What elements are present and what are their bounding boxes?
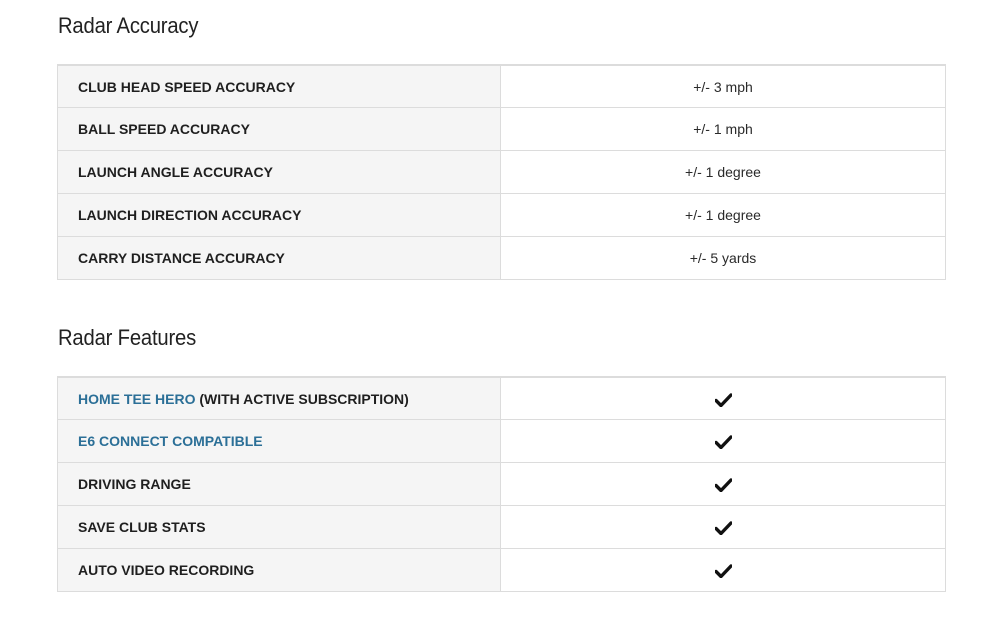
radar-features-title: Radar Features — [58, 325, 197, 350]
checkmark-icon — [715, 435, 732, 449]
table-row — [58, 237, 946, 280]
feature-label: AUTO VIDEO RECORDING — [58, 549, 501, 592]
spec-label: BALL SPEED ACCURACY — [58, 108, 501, 151]
feature-label — [58, 377, 501, 420]
table-row — [58, 420, 946, 463]
table-row — [58, 65, 946, 108]
spec-value: +/- 1 degree — [501, 151, 946, 194]
e6-connect-link[interactable]: E6 CONNECT COMPATIBLE — [78, 433, 263, 449]
spec-label: LAUNCH ANGLE ACCURACY — [58, 151, 501, 194]
checkmark-icon — [715, 521, 732, 535]
table-row — [58, 377, 946, 420]
spec-label: LAUNCH DIRECTION ACCURACY — [58, 194, 501, 237]
checkmark-icon — [715, 478, 732, 492]
feature-label — [58, 420, 501, 463]
feature-check-cell — [501, 549, 946, 592]
radar-accuracy-title: Radar Accuracy — [58, 13, 199, 38]
radar-accuracy-table — [57, 64, 946, 280]
home-tee-hero-link[interactable]: HOME TEE HERO — [78, 390, 196, 407]
checkmark-icon — [715, 393, 732, 407]
feature-check-cell — [501, 420, 946, 463]
feature-check-cell — [501, 377, 946, 420]
spec-value: +/- 1 mph — [501, 108, 946, 151]
feature-check-cell — [501, 463, 946, 506]
table-row — [58, 194, 946, 237]
table-row — [58, 151, 946, 194]
table-row — [58, 549, 946, 592]
feature-check-cell — [501, 506, 946, 549]
spec-label: CARRY DISTANCE ACCURACY — [58, 237, 501, 280]
table-row — [58, 108, 946, 151]
spec-label: CLUB HEAD SPEED ACCURACY — [58, 65, 501, 108]
spec-value: +/- 3 mph — [501, 65, 946, 108]
feature-label: DRIVING RANGE — [58, 463, 501, 506]
radar-features-table — [57, 376, 946, 592]
spec-value: +/- 5 yards — [501, 237, 946, 280]
table-row — [58, 506, 946, 549]
feature-label-text: (WITH ACTIVE SUBSCRIPTION) — [195, 390, 409, 407]
checkmark-icon — [715, 564, 732, 578]
feature-label: SAVE CLUB STATS — [58, 506, 501, 549]
spec-value: +/- 1 degree — [501, 194, 946, 237]
table-row — [58, 463, 946, 506]
